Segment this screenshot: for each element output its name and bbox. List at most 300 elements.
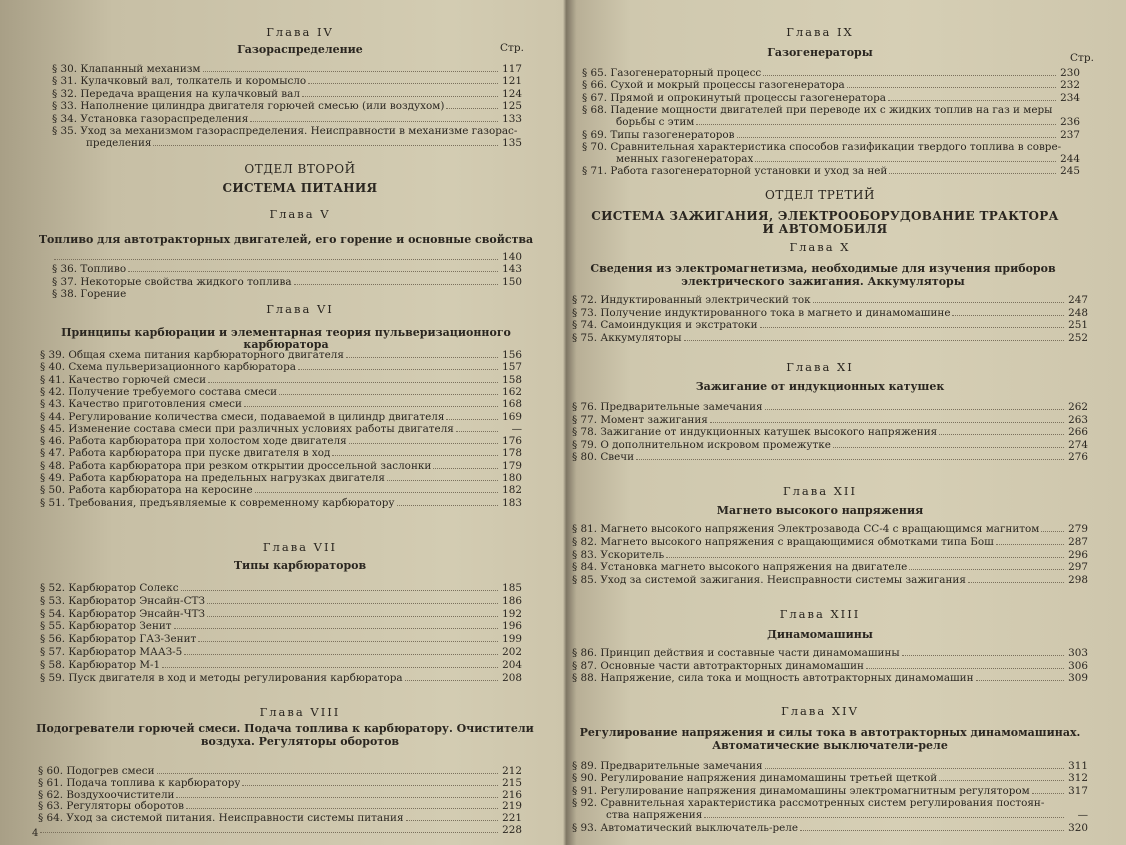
toc-entry-title: § 77. Момент зажигания xyxy=(572,413,708,426)
chapter-heading: Глава IV xyxy=(266,25,334,39)
chapter-title: Газораспределение xyxy=(237,43,363,56)
toc-entry-title: § 44. Регулирование количества смеси, подаваемой в цилиндр двигателя xyxy=(40,410,445,423)
toc-entry-title: § 57. Карбюратор МААЗ-5 xyxy=(40,646,183,658)
toc-entry xyxy=(582,165,1080,178)
toc-leader-dots xyxy=(909,569,1064,570)
toc-entry-title: § 53. Карбюратор Энсайн-СТЗ xyxy=(40,594,205,607)
toc-leader-dots xyxy=(446,419,498,420)
toc-leader-dots xyxy=(755,161,1056,162)
toc-entry-title: § 38. Горение xyxy=(52,288,127,301)
toc-entry-title: § 58. Карбюратор М-1 xyxy=(40,658,161,671)
toc-entry-title: § 50. Работа карбюратора на керосине xyxy=(40,484,253,497)
toc-leader-dots xyxy=(765,409,1064,410)
toc-entry-title: § 37. Некоторые свойства жидкого топлива xyxy=(52,275,292,288)
toc-entry xyxy=(582,141,1080,154)
toc-entry xyxy=(572,772,1088,785)
toc-entry xyxy=(616,116,1080,129)
toc-entry-title: § 69. Типы газогенераторов xyxy=(582,128,735,141)
toc-entry-page: 117 xyxy=(502,63,522,75)
toc-leader-dots xyxy=(208,382,498,383)
toc-entry xyxy=(616,153,1080,166)
toc-entry-title: § 42. Получение требуемого состава смеси xyxy=(40,385,278,398)
page-column-label: Стр. xyxy=(1070,52,1094,64)
toc-entry-page: 158 xyxy=(502,373,522,386)
chapter-heading: Глава V xyxy=(269,207,331,221)
toc-entry xyxy=(572,672,1088,685)
toc-entry xyxy=(40,423,522,436)
toc-entry xyxy=(572,822,1088,835)
toc-leader-dots xyxy=(162,667,498,668)
toc-entry-title: § 40. Схема пульверизационного карбюратора xyxy=(40,361,296,374)
toc-entry-page: 312 xyxy=(1068,772,1088,785)
toc-entry-page: 180 xyxy=(502,472,522,484)
toc-entry xyxy=(40,646,522,659)
toc-leader-dots xyxy=(332,455,498,456)
toc-entry-title: § 47. Работа карбюратора при пуске двигателя в ход xyxy=(40,447,331,460)
toc-entry xyxy=(40,672,522,685)
toc-entry xyxy=(52,88,522,101)
toc-entry xyxy=(40,386,522,399)
toc-entry xyxy=(40,620,522,633)
toc-leader-dots xyxy=(763,75,1056,76)
toc-leader-dots xyxy=(184,654,498,655)
toc-entry-page: 247 xyxy=(1068,294,1088,306)
toc-leader-dots xyxy=(387,480,498,481)
toc-entry xyxy=(40,608,522,621)
toc-leader-dots xyxy=(800,830,1064,831)
toc-entry-title: § 67. Прямой и опрокинутый процессы газогенератора xyxy=(582,91,886,104)
toc-entry-page: 219 xyxy=(502,800,522,813)
toc-entry-title: § 55. Карбюратор Зенит xyxy=(40,620,172,633)
toc-entry-page: 202 xyxy=(502,646,522,658)
toc-entry xyxy=(40,659,522,672)
toc-leader-dots xyxy=(939,434,1064,435)
toc-entry-title: § 43. Качество приготовления смеси xyxy=(40,398,242,411)
toc-entry xyxy=(52,75,522,88)
toc-entry-page: 156 xyxy=(502,349,522,361)
toc-entry-page: 245 xyxy=(1060,165,1080,178)
toc-entry-page: 297 xyxy=(1068,561,1088,574)
toc-entry-title: § 85. Уход за системой зажигания. Неисправности системы зажигания xyxy=(572,574,966,587)
toc-entry xyxy=(40,595,522,608)
toc-leader-dots xyxy=(813,302,1064,303)
toc-entry-title: § 93. Автоматический выключатель-реле xyxy=(572,821,799,834)
toc-entry-title: § 41. Качество горючей смеси xyxy=(40,373,206,386)
toc-leader-dots xyxy=(54,259,498,260)
toc-entry-title: § 82. Магнето высокого напряжения с вращающимися обмотками типа Бош xyxy=(572,535,994,548)
toc-leader-dots xyxy=(696,124,1056,125)
toc-leader-dots xyxy=(406,820,498,821)
toc-leader-dots xyxy=(186,808,498,809)
system-heading-line2: И АВТОМОБИЛЯ xyxy=(762,222,888,236)
toc-leader-dots xyxy=(349,443,498,444)
toc-leader-dots xyxy=(255,492,498,493)
toc-entry xyxy=(40,460,522,473)
toc-entry xyxy=(40,582,522,595)
toc-leader-dots xyxy=(847,87,1056,88)
toc-entry-title: § 86. Принцип действия и составные части динамомашины xyxy=(572,647,900,659)
toc-entry xyxy=(86,137,522,150)
toc-entry xyxy=(40,361,522,374)
toc-entry-page: 236 xyxy=(1060,116,1080,129)
toc-leader-dots xyxy=(976,680,1064,681)
toc-entry-title: пределения xyxy=(86,137,152,150)
toc-leader-dots xyxy=(684,340,1064,341)
toc-entry-page: 215 xyxy=(502,776,522,789)
chapter-title: Принципы карбюрации и элементарная теория пульверизационного карбюратора xyxy=(61,326,511,351)
toc-entry xyxy=(582,129,1080,142)
toc-entry-page: 196 xyxy=(502,620,522,633)
chapter-title-line2: электрического зажигания. Аккумуляторы xyxy=(681,275,965,288)
toc-entry-page: 168 xyxy=(502,398,522,411)
toc-entry xyxy=(572,647,1088,660)
department-heading: ОТДЕЛ ВТОРОЙ xyxy=(244,162,356,176)
toc-entry-title: § 33. Наполнение цилиндра двигателя горючей смесью (или воздухом) xyxy=(52,100,445,113)
toc-entry-page: 179 xyxy=(502,459,522,472)
toc-leader-dots xyxy=(242,785,498,786)
toc-entry-title: § 56. Карбюратор ГАЗ-Зенит xyxy=(40,633,197,646)
toc-leader-dots xyxy=(866,668,1064,669)
toc-entry xyxy=(52,263,522,276)
chapter-heading: Глава VIII xyxy=(259,705,341,719)
toc-entry xyxy=(52,125,522,138)
toc-entry-title: § 51. Требования, предъявляемые к современному карбюратору xyxy=(40,496,395,509)
toc-entry-page: 221 xyxy=(502,812,522,825)
toc-entry-title: борьбы с этим xyxy=(616,116,695,129)
toc-entry xyxy=(40,411,522,424)
toc-entry-page: 216 xyxy=(502,788,522,801)
toc-leader-dots xyxy=(279,394,498,395)
toc-entry xyxy=(572,523,1088,536)
toc-leader-dots xyxy=(833,447,1064,448)
chapter-heading: Глава XIII xyxy=(779,607,861,621)
chapter-title: Зажигание от индукционных катушек xyxy=(695,380,945,393)
right-page xyxy=(560,0,1126,845)
toc-entry-page: 320 xyxy=(1068,821,1088,834)
toc-entry xyxy=(572,785,1088,798)
toc-entry-page: 287 xyxy=(1068,535,1088,548)
toc-entry xyxy=(52,63,522,76)
toc-entry-page: 178 xyxy=(502,447,522,460)
toc-entry-title: § 30. Клапанный механизм xyxy=(52,63,201,75)
chapter-title: Типы карбюраторов xyxy=(233,559,367,572)
toc-entry-title: § 63. Регуляторы оборотов xyxy=(38,800,184,813)
toc-entry-title: § 39. Общая схема питания карбюраторного двигателя xyxy=(40,349,344,361)
toc-entry xyxy=(52,100,522,113)
chapter-heading: Глава VII xyxy=(262,540,338,554)
toc-entry xyxy=(572,760,1088,773)
department-heading: ОТДЕЛ ТРЕТИЙ xyxy=(765,188,875,202)
toc-leader-dots xyxy=(308,83,498,84)
toc-leader-dots xyxy=(765,768,1064,769)
system-heading: СИСТЕМА ЗАЖИГАНИЯ, ЭЛЕКТРООБОРУДОВАНИЕ ТРАКТОРА xyxy=(591,209,1059,223)
toc-entry-title: § 32. Передача вращения на кулачковый вал xyxy=(52,87,300,100)
toc-entry-title: § 72. Индуктированный электрический ток xyxy=(572,294,811,306)
toc-entry-title: § 35. Уход за механизмом газораспределения. Неисправности в механизме газорас- xyxy=(52,125,518,137)
toc-entry xyxy=(572,574,1088,587)
toc-entry-page: 186 xyxy=(502,594,522,607)
toc-entry-page: 143 xyxy=(502,263,522,276)
toc-leader-dots xyxy=(157,773,499,774)
toc-entry-title: ства напряжения xyxy=(606,809,703,822)
chapter-title: Газогенераторы xyxy=(767,46,873,59)
toc-entry xyxy=(572,401,1088,414)
system-heading: СИСТЕМА ПИТАНИЯ xyxy=(222,181,378,195)
toc-entry-page: 317 xyxy=(1068,784,1088,797)
toc-leader-dots xyxy=(298,369,498,370)
toc-entry-title: § 66. Сухой и мокрый процессы газогенератора xyxy=(582,79,845,92)
toc-leader-dots xyxy=(710,422,1064,423)
toc-entry-page: 296 xyxy=(1068,548,1088,561)
toc-entry xyxy=(572,797,1088,810)
toc-entry-page: 228 xyxy=(502,824,522,836)
toc-entry-page: 237 xyxy=(1060,128,1080,141)
toc-entry xyxy=(40,633,522,646)
toc-entry-page: 309 xyxy=(1068,672,1088,685)
toc-entry-page: — xyxy=(511,422,522,435)
toc-entry-page: 306 xyxy=(1068,659,1088,672)
toc-leader-dots xyxy=(939,780,1064,781)
toc-entry-page: 124 xyxy=(502,87,522,100)
toc-entry-page: 133 xyxy=(502,112,522,125)
toc-entry-page: 232 xyxy=(1060,79,1080,92)
toc-entry-title: § 80. Свечи xyxy=(572,451,635,464)
toc-entry-page: 176 xyxy=(502,435,522,448)
toc-entry-page: 212 xyxy=(502,765,522,777)
toc-entry-page: 135 xyxy=(502,137,522,150)
chapter-title: Подогреватели горючей смеси. Подача топлива к карбюратору. Очистители xyxy=(36,722,534,735)
left-page xyxy=(0,0,555,845)
toc-entry-page: 125 xyxy=(502,100,522,113)
toc-entry-page: 262 xyxy=(1068,401,1088,413)
toc-entry-page: 298 xyxy=(1068,574,1088,587)
toc-entry-page: 244 xyxy=(1060,153,1080,166)
toc-leader-dots xyxy=(704,817,1064,818)
toc-entry-title: § 49. Работа карбюратора на предельных нагрузках двигателя xyxy=(40,472,385,484)
toc-entry-page: 208 xyxy=(502,671,522,684)
toc-entry-page: 251 xyxy=(1068,319,1088,332)
chapter-heading: Глава IX xyxy=(786,25,854,39)
toc-entry-title: § 81. Магнето высокого напряжения Электрозавода СС-4 с вращающимся магнитом xyxy=(572,523,1040,535)
toc-leader-dots xyxy=(294,284,498,285)
toc-entry-title: § 65. Газогенераторный процесс xyxy=(582,67,762,79)
toc-entry xyxy=(572,426,1088,439)
toc-entry-page: 303 xyxy=(1068,647,1088,659)
toc-entry xyxy=(52,288,522,301)
toc-entry xyxy=(38,777,522,790)
toc-leader-dots xyxy=(1041,531,1064,532)
toc-entry-title: § 88. Напряжение, сила тока и мощность автотракторных динамомашин xyxy=(572,672,974,685)
toc-entry-title: § 91. Регулирование напряжения динамомашины электромагнитным регулятором xyxy=(572,784,1030,797)
chapter-title: Динамомашины xyxy=(767,628,873,641)
toc-entry-title: § 68. Падение мощности двигателей при переводе их с жидких топлив на газ и меры xyxy=(582,103,1053,116)
toc-entry xyxy=(38,789,522,802)
toc-leader-dots xyxy=(888,100,1056,101)
chapter-title: Регулирование напряжения и силы тока в автотракторных динамомашинах. xyxy=(579,726,1081,739)
toc-entry xyxy=(572,439,1088,452)
toc-entry xyxy=(572,294,1088,307)
toc-leader-dots xyxy=(346,357,498,358)
toc-entry-title: § 34. Установка газораспределения xyxy=(52,112,249,125)
toc-entry xyxy=(572,536,1088,549)
toc-entry xyxy=(40,497,522,510)
toc-entry xyxy=(582,92,1080,105)
toc-leader-dots xyxy=(902,655,1064,656)
toc-leader-dots xyxy=(737,137,1056,138)
toc-entry xyxy=(38,812,522,825)
toc-entry-title: § 60. Подогрев смеси xyxy=(38,765,155,777)
toc-entry-title: § 92. Сравнительная характеристика рассмотренных систем регулирования постоян- xyxy=(572,796,1045,809)
toc-entry xyxy=(572,549,1088,562)
toc-entry-title: § 79. О дополнительном искровом промежутке xyxy=(572,438,831,451)
toc-entry-title: § 46. Работа карбюратора при холостом ходе двигателя xyxy=(40,435,347,448)
toc-entry xyxy=(582,79,1080,92)
toc-entry-title: § 84. Установка магнето высокого напряжения на двигателе xyxy=(572,561,908,574)
toc-entry xyxy=(582,104,1080,117)
toc-leader-dots xyxy=(302,96,498,97)
toc-entry-page: 182 xyxy=(502,484,522,497)
toc-entry-page: 121 xyxy=(502,75,522,88)
toc-entry xyxy=(572,319,1088,332)
chapter-title-line2: Автоматические выключатели-реле xyxy=(712,739,948,752)
toc-leader-dots xyxy=(996,544,1064,545)
toc-leader-dots xyxy=(1032,793,1064,794)
toc-entry-page: 274 xyxy=(1068,438,1088,451)
toc-entry xyxy=(572,660,1088,673)
toc-entry-title: § 90. Регулирование напряжения динамомашины третьей щеткой xyxy=(572,772,938,785)
toc-entry xyxy=(38,765,522,778)
toc-leader-dots xyxy=(666,557,1064,558)
toc-entry xyxy=(572,332,1088,345)
toc-leader-dots xyxy=(446,108,498,109)
toc-entry-page: — xyxy=(1077,809,1088,822)
toc-entry xyxy=(40,349,522,362)
toc-entry-title: § 48. Работа карбюратора при резком открытии дроссельной заслонки xyxy=(40,459,432,472)
page-number: 4 xyxy=(32,828,39,839)
toc-entry-title: менных газогенераторах xyxy=(616,153,754,166)
toc-leader-dots xyxy=(128,271,498,272)
toc-entry-page: 248 xyxy=(1068,306,1088,319)
toc-entry-title: § 62. Воздухоочистители xyxy=(38,788,175,801)
toc-entry xyxy=(40,435,522,448)
toc-entry xyxy=(52,251,522,264)
toc-entry-page: 150 xyxy=(502,275,522,288)
toc-entry xyxy=(38,824,522,837)
toc-leader-dots xyxy=(40,832,498,833)
toc-entry-page: 199 xyxy=(502,633,522,646)
chapter-title: Магнето высокого напряжения xyxy=(716,504,924,517)
chapter-heading: Глава XII xyxy=(782,484,858,498)
toc-entry-page: 204 xyxy=(502,658,522,671)
chapter-heading: Глава XI xyxy=(786,360,854,374)
toc-entry-title: § 76. Предварительные замечания xyxy=(572,401,763,413)
toc-entry-page: 276 xyxy=(1068,451,1088,464)
toc-entry-page: 183 xyxy=(502,496,522,509)
toc-entry-title: § 45. Изменение состава смеси при различных условиях работы двигателя xyxy=(40,422,454,435)
chapter-title: Сведения из электромагнетизма, необходимые для изучения приборов xyxy=(590,262,1056,275)
toc-entry xyxy=(582,67,1080,80)
chapter-heading: Глава X xyxy=(789,240,851,254)
toc-entry-page: 230 xyxy=(1060,67,1080,79)
toc-entry-page: 185 xyxy=(502,582,522,594)
toc-leader-dots xyxy=(174,628,498,629)
toc-entry-page: 263 xyxy=(1068,413,1088,426)
chapter-title-line2: воздуха. Регуляторы оборотов xyxy=(200,735,400,748)
toc-entry-title: § 78. Зажигание от индукционных катушек высокого напряжения xyxy=(572,426,938,439)
toc-leader-dots xyxy=(405,680,498,681)
toc-leader-dots xyxy=(968,582,1064,583)
toc-entry xyxy=(40,447,522,460)
chapter-heading: Глава VI xyxy=(266,302,334,316)
toc-entry xyxy=(572,561,1088,574)
toc-entry-page: 169 xyxy=(502,410,522,423)
toc-entry xyxy=(606,809,1088,822)
toc-entry-title: § 89. Предварительные замечания xyxy=(572,760,763,772)
toc-entry-title: § 52. Карбюратор Солекс xyxy=(40,582,179,594)
toc-entry-page: 234 xyxy=(1060,91,1080,104)
toc-entry xyxy=(38,800,522,813)
toc-leader-dots xyxy=(636,459,1064,460)
toc-entry-title: § 73. Получение индуктированного тока в магнето и динамомашине xyxy=(572,306,951,319)
toc-entry xyxy=(40,398,522,411)
toc-entry xyxy=(572,451,1088,464)
toc-entry xyxy=(52,113,522,126)
toc-leader-dots xyxy=(433,468,498,469)
toc-leader-dots xyxy=(203,71,498,72)
toc-leader-dots xyxy=(250,121,498,122)
toc-leader-dots xyxy=(176,797,498,798)
toc-entry-title: § 61. Подача топлива к карбюратору xyxy=(38,776,241,789)
toc-leader-dots xyxy=(456,431,498,432)
toc-entry-page: 279 xyxy=(1068,523,1088,535)
toc-entry-title: § 71. Работа газогенераторной установки и уход за ней xyxy=(582,165,888,178)
toc-leader-dots xyxy=(153,145,498,146)
toc-entry-page: 162 xyxy=(502,385,522,398)
toc-entry-title: § 54. Карбюратор Энсайн-ЧТЗ xyxy=(40,607,206,620)
page-column-label: Стр. xyxy=(500,42,524,54)
toc-entry-page: 192 xyxy=(502,607,522,620)
toc-entry-title: § 59. Пуск двигателя в ход и методы регулирования карбюратора xyxy=(40,671,403,684)
toc-entry-title: § 83. Ускоритель xyxy=(572,548,665,561)
toc-entry-title: § 31. Кулачковый вал, толкатель и коромысло xyxy=(52,75,307,88)
toc-leader-dots xyxy=(181,590,498,591)
toc-leader-dots xyxy=(397,505,499,506)
toc-leader-dots xyxy=(207,603,498,604)
toc-entry-title: § 74. Самоиндукция и экстратоки xyxy=(572,319,758,332)
toc-entry-title: § 64. Уход за системой питания. Неисправности системы питания xyxy=(38,812,404,825)
toc-entry-title: § 36. Топливо xyxy=(52,263,127,276)
toc-entry xyxy=(572,307,1088,320)
toc-entry-title: § 87. Основные части автотракторных динамомашин xyxy=(572,659,864,672)
toc-entry-page: 311 xyxy=(1068,760,1088,772)
toc-entry-page: 252 xyxy=(1068,331,1088,344)
toc-leader-dots xyxy=(198,641,498,642)
toc-entry-title: § 70. Сравнительная характеристика способов газификации твердого топлива в совре- xyxy=(582,140,1062,153)
toc-entry-page: 266 xyxy=(1068,426,1088,439)
toc-entry xyxy=(52,276,522,289)
toc-entry-page: 140 xyxy=(502,251,522,263)
chapter-title: Топливо для автотракторных двигателей, его горение и основные свойства xyxy=(38,233,534,246)
toc-entry xyxy=(40,374,522,387)
toc-entry xyxy=(40,472,522,485)
toc-leader-dots xyxy=(952,315,1064,316)
toc-entry xyxy=(572,414,1088,427)
toc-leader-dots xyxy=(889,173,1056,174)
toc-entry-page: 157 xyxy=(502,361,522,374)
toc-entry xyxy=(40,484,522,497)
toc-leader-dots xyxy=(760,327,1064,328)
toc-entry-title: § 75. Аккумуляторы xyxy=(572,331,682,344)
